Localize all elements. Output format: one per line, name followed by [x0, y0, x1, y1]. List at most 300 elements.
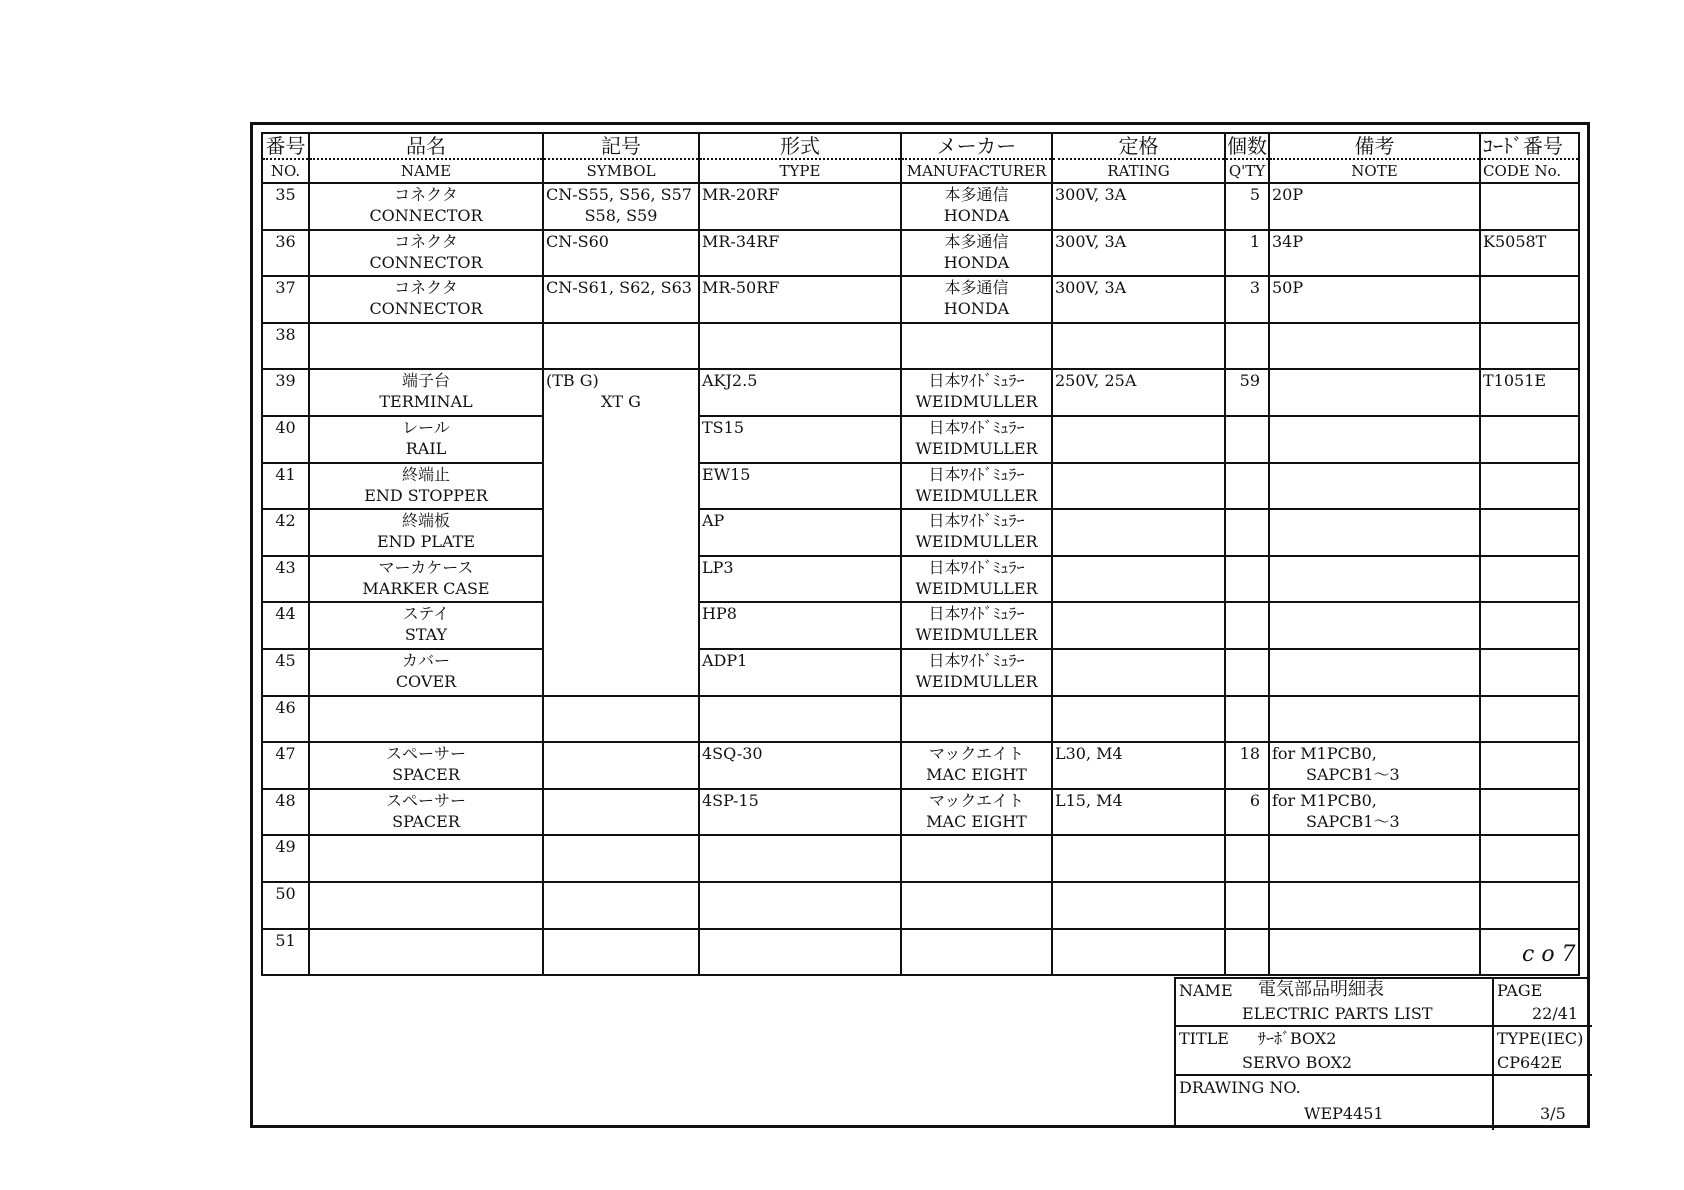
rating-cell [1052, 929, 1225, 976]
manufacturer-jp: 本多通信 [944, 185, 1009, 204]
note-cell [1269, 742, 1480, 789]
type-cell [699, 230, 901, 277]
code-cell [1480, 649, 1579, 696]
no-cell [262, 882, 309, 929]
header-code-jp: ｺｰﾄﾞ番号 [1481, 134, 1578, 160]
handwritten-mark: c o 7 [1522, 942, 1576, 967]
part-type: 4SP-15 [702, 790, 759, 810]
no-cell [262, 323, 309, 370]
code-cell [1480, 742, 1579, 789]
table-row [262, 929, 1579, 976]
no-cell [262, 183, 309, 230]
part-name-en: CONNECTOR [369, 299, 483, 319]
table-row [262, 602, 1579, 649]
qty-cell [1225, 463, 1269, 510]
type-cell [1494, 1027, 1592, 1076]
row-number: 40 [275, 417, 296, 437]
manufacturer-cell [901, 276, 1052, 323]
rating-cell [1052, 323, 1225, 370]
manufacturer-jp: マックエイト [928, 790, 1025, 810]
type-cell [699, 696, 901, 743]
table-row [262, 276, 1579, 323]
symbol-cell [543, 416, 699, 463]
symbol-cell [543, 882, 699, 929]
table-row [262, 556, 1579, 603]
manufacturer-cell [901, 649, 1052, 696]
manufacturer-cell [901, 696, 1052, 743]
note-line-1: 20P [1272, 185, 1304, 204]
table-row [262, 649, 1579, 696]
header-manufacturer-en: MANUFACTURER [906, 162, 1047, 180]
part-name-jp: スペーサー [385, 790, 466, 810]
part-name-en: END STOPPER [364, 485, 488, 505]
manufacturer-cell [901, 183, 1052, 230]
header-no-en: NO. [270, 162, 301, 180]
type-cell [699, 929, 901, 976]
header-rating-en: RATING [1107, 162, 1170, 180]
name-cell [309, 183, 543, 230]
name-cell [309, 789, 543, 836]
name-cell [309, 230, 543, 277]
part-name-en: RAIL [405, 438, 447, 458]
type-cell [699, 463, 901, 510]
part-name-en: MARKER CASE [362, 578, 490, 598]
quantity: 59 [1239, 371, 1260, 391]
header-rating [1052, 133, 1225, 183]
symbol-cell [543, 789, 699, 836]
no-cell [262, 509, 309, 556]
rating-cell [1052, 230, 1225, 277]
no-cell [262, 463, 309, 510]
rating: 300V, 3A [1055, 185, 1127, 204]
no-cell [262, 696, 309, 743]
part-name-jp: 端子台 [401, 371, 450, 391]
manufacturer-cell [901, 789, 1052, 836]
rating: L15, M4 [1055, 790, 1123, 810]
header-rating-jp: 定格 [1053, 134, 1224, 160]
manufacturer-jp: 日本ﾜｲﾄﾞﾐｭﾗｰ [928, 604, 1025, 624]
name-cell [309, 276, 543, 323]
code-cell [1480, 509, 1579, 556]
part-name-en: TERMINAL [379, 392, 473, 412]
manufacturer-jp: 本多通信 [944, 231, 1009, 251]
rating-cell [1052, 556, 1225, 603]
name-cell [309, 323, 543, 370]
manufacturer-jp: 日本ﾜｲﾄﾞﾐｭﾗｰ [928, 511, 1025, 531]
title-jp: ｻｰﾎﾞBOX2 [1258, 1029, 1337, 1048]
rating-cell [1052, 183, 1225, 230]
note-cell [1269, 463, 1480, 510]
row-number: 43 [275, 557, 296, 577]
symbol-line-1: CN-S61, S62, S63 [546, 278, 692, 298]
part-name-en: SPACER [392, 811, 460, 831]
header-row [262, 133, 1579, 183]
header-symbol [543, 133, 699, 183]
rating-cell [1052, 789, 1225, 836]
type-cell [699, 789, 901, 836]
manufacturer-jp: 日本ﾜｲﾄﾞﾐｭﾗｰ [928, 417, 1025, 437]
table-row [262, 835, 1579, 882]
note-cell [1269, 602, 1480, 649]
header-code [1480, 133, 1579, 183]
type-cell [699, 369, 901, 416]
name-cell [309, 369, 543, 416]
header-note [1269, 133, 1480, 183]
header-symbol-jp: 記号 [544, 134, 698, 160]
name-cell [309, 416, 543, 463]
code-number: T1051E [1483, 371, 1547, 391]
rating-cell [1052, 649, 1225, 696]
table-row [262, 882, 1579, 929]
part-name-jp: マーカケース [378, 557, 474, 577]
header-qty-en: Q'TY [1228, 162, 1266, 180]
symbol-cell [543, 323, 699, 370]
qty-cell [1225, 276, 1269, 323]
row-number: 38 [275, 324, 296, 344]
code-cell [1480, 882, 1579, 929]
type-label: TYPE(IEC) [1497, 1029, 1584, 1048]
part-name-jp: 終端板 [401, 511, 450, 531]
name-cell [309, 602, 543, 649]
manufacturer-cell [901, 602, 1052, 649]
quantity: 6 [1249, 790, 1260, 810]
note-cell [1269, 276, 1480, 323]
name-cell [1176, 979, 1494, 1027]
symbol-cell [543, 369, 699, 416]
rating-cell [1052, 509, 1225, 556]
symbol-cell [543, 230, 699, 277]
manufacturer-en: WEIDMULLER [915, 485, 1038, 505]
manufacturer-en: MAC EIGHT [926, 765, 1027, 785]
note-line-1: for M1PCB0, [1272, 790, 1377, 810]
header-manufacturer-jp: メーカー [902, 134, 1051, 160]
row-number: 44 [275, 604, 296, 624]
table-row [262, 696, 1579, 743]
table-row [262, 230, 1579, 277]
no-cell [262, 929, 309, 976]
name-cell [309, 696, 543, 743]
quantity: 3 [1249, 278, 1260, 298]
type-cell [699, 742, 901, 789]
manufacturer-jp: 日本ﾜｲﾄﾞﾐｭﾗｰ [928, 371, 1025, 391]
no-cell [262, 742, 309, 789]
row-number: 49 [275, 837, 296, 857]
part-type: TS15 [702, 417, 744, 437]
header-no [262, 133, 309, 183]
part-name-jp: ステイ [402, 604, 450, 624]
note-cell [1269, 509, 1480, 556]
qty-cell [1225, 230, 1269, 277]
manufacturer-en: HONDA [943, 299, 1010, 319]
header-type-jp: 形式 [700, 134, 900, 160]
manufacturer-jp: 日本ﾜｲﾄﾞﾐｭﾗｰ [928, 650, 1025, 670]
symbol-cell [543, 742, 699, 789]
qty-cell [1225, 882, 1269, 929]
qty-cell [1225, 323, 1269, 370]
manufacturer-en: HONDA [943, 206, 1010, 225]
header-manufacturer [901, 133, 1052, 183]
header-name-en: NAME [400, 162, 452, 180]
qty-cell [1225, 649, 1269, 696]
manufacturer-cell [901, 369, 1052, 416]
type-cell [699, 323, 901, 370]
no-cell [262, 276, 309, 323]
manufacturer-cell [901, 742, 1052, 789]
type-cell [699, 602, 901, 649]
manufacturer-en: HONDA [943, 252, 1010, 272]
manufacturer-jp: マックエイト [928, 744, 1025, 764]
manufacturer-cell [901, 929, 1052, 976]
header-qty-jp: 個数 [1227, 134, 1267, 158]
rating-cell [1052, 742, 1225, 789]
code-cell [1480, 835, 1579, 882]
part-name-en: STAY [404, 625, 448, 645]
row-number: 45 [275, 650, 296, 670]
type-cell [699, 882, 901, 929]
part-type: MR-50RF [702, 278, 780, 298]
table-row [262, 416, 1579, 463]
part-type: LP3 [702, 557, 734, 577]
name-cell [309, 509, 543, 556]
note-line-2: SAPCB1～3 [1306, 765, 1400, 785]
header-note-en: NOTE [1351, 162, 1398, 180]
manufacturer-en: MAC EIGHT [926, 811, 1027, 831]
note-cell [1269, 929, 1480, 976]
qty-cell [1225, 183, 1269, 230]
symbol-cell [543, 463, 699, 510]
row-number: 36 [275, 231, 296, 251]
note-cell [1269, 183, 1480, 230]
part-type: ADP1 [702, 650, 748, 670]
type-cell [699, 416, 901, 463]
title-label: TITLE [1179, 1029, 1229, 1048]
quantity: 18 [1239, 744, 1260, 764]
rating-cell [1052, 835, 1225, 882]
no-cell [262, 602, 309, 649]
header-note-jp: 備考 [1270, 134, 1479, 160]
code-cell [1480, 696, 1579, 743]
part-type: AKJ2.5 [702, 371, 758, 391]
title-en: SERVO BOX2 [1242, 1053, 1353, 1072]
qty-cell [1225, 556, 1269, 603]
row-number: 46 [275, 697, 296, 717]
code-cell [1480, 602, 1579, 649]
qty-cell [1225, 835, 1269, 882]
no-cell [262, 649, 309, 696]
manufacturer-en: WEIDMULLER [915, 578, 1038, 598]
manufacturer-cell [901, 509, 1052, 556]
code-cell [1480, 416, 1579, 463]
table-row [262, 369, 1579, 416]
manufacturer-cell [901, 230, 1052, 277]
note-cell [1269, 835, 1480, 882]
part-name-jp: コネクタ [394, 185, 458, 204]
row-number: 37 [275, 278, 296, 298]
quantity: 5 [1249, 185, 1260, 204]
symbol-line-1: (TB G) [546, 371, 599, 391]
rating-cell [1052, 602, 1225, 649]
type-cell [699, 835, 901, 882]
page-value: 22/41 [1532, 1004, 1579, 1023]
note-cell [1269, 882, 1480, 929]
qty-cell [1225, 696, 1269, 743]
row-number: 47 [275, 744, 296, 764]
rating-cell [1052, 276, 1225, 323]
symbol-cell [543, 183, 699, 230]
symbol-cell [543, 509, 699, 556]
table-row [262, 789, 1579, 836]
code-cell [1480, 789, 1579, 836]
table-row [262, 742, 1579, 789]
part-type: 4SQ-30 [702, 744, 763, 764]
type-cell [699, 649, 901, 696]
rating-cell [1052, 416, 1225, 463]
part-name-jp: スペーサー [385, 744, 466, 764]
symbol-cell [543, 835, 699, 882]
name-cell [309, 649, 543, 696]
code-cell [1480, 369, 1579, 416]
note-cell [1269, 789, 1480, 836]
type-cell [699, 556, 901, 603]
part-name-jp: レール [402, 417, 450, 437]
name-cell [309, 929, 543, 976]
symbol-cell [543, 602, 699, 649]
no-cell [262, 369, 309, 416]
qty-cell [1225, 509, 1269, 556]
symbol-line-1: CN-S60 [546, 231, 609, 251]
row-number: 51 [275, 930, 296, 950]
row-number: 42 [275, 511, 296, 531]
qty-cell [1225, 742, 1269, 789]
manufacturer-jp: 日本ﾜｲﾄﾞﾐｭﾗｰ [928, 464, 1025, 484]
rating: L30, M4 [1055, 744, 1123, 764]
header-name [309, 133, 543, 183]
name-cell [309, 742, 543, 789]
part-name-en: SPACER [392, 765, 460, 785]
row-number: 35 [275, 185, 296, 204]
parts-table [261, 132, 1580, 976]
note-line-2: SAPCB1～3 [1306, 811, 1400, 831]
manufacturer-cell [901, 835, 1052, 882]
manufacturer-cell [901, 463, 1052, 510]
code-number: K5058T [1483, 231, 1547, 251]
manufacturer-jp: 本多通信 [944, 278, 1009, 298]
symbol-cell [543, 556, 699, 603]
part-type: HP8 [702, 604, 737, 624]
table-row [262, 509, 1579, 556]
part-type: MR-20RF [702, 185, 780, 204]
row-number: 48 [275, 790, 296, 810]
table-row [262, 183, 1579, 230]
note-line-1: for M1PCB0, [1272, 744, 1377, 764]
part-name-en: CONNECTOR [369, 206, 483, 225]
part-name-jp: コネクタ [394, 231, 458, 251]
note-cell [1269, 696, 1480, 743]
type-cell [699, 509, 901, 556]
note-cell [1269, 230, 1480, 277]
code-cell [1480, 183, 1579, 230]
name-cell [309, 463, 543, 510]
note-cell [1269, 323, 1480, 370]
title-block [1174, 977, 1590, 1128]
part-name-jp: コネクタ [394, 278, 458, 298]
code-cell [1480, 556, 1579, 603]
part-name-en: COVER [395, 671, 457, 691]
name-en: ELECTRIC PARTS LIST [1242, 1004, 1433, 1023]
type-value: CP642E [1497, 1053, 1563, 1072]
manufacturer-en: WEIDMULLER [915, 438, 1038, 458]
table-row [262, 323, 1579, 370]
note-cell [1269, 369, 1480, 416]
manufacturer-cell [901, 323, 1052, 370]
note-cell [1269, 556, 1480, 603]
part-name-en: END PLATE [376, 532, 475, 552]
qty-cell [1225, 789, 1269, 836]
sheet-cell [1494, 1076, 1592, 1130]
manufacturer-cell [901, 882, 1052, 929]
sheet-value: 3/5 [1540, 1104, 1566, 1123]
part-name-jp: 終端止 [401, 464, 450, 484]
symbol-line-1: CN-S55, S56, S57 [546, 185, 692, 204]
header-type-en: TYPE [779, 162, 821, 180]
code-cell [1480, 463, 1579, 510]
rating: 300V, 3A [1055, 231, 1127, 251]
header-type [699, 133, 901, 183]
part-name-jp: カバー [401, 650, 450, 670]
header-symbol-en: SYMBOL [586, 162, 656, 180]
code-cell [1480, 276, 1579, 323]
qty-cell [1225, 602, 1269, 649]
header-qty [1225, 133, 1269, 183]
row-number: 50 [275, 883, 296, 903]
rating-cell [1052, 882, 1225, 929]
part-name-en: CONNECTOR [369, 252, 483, 272]
drawing-cell [1176, 1076, 1494, 1130]
manufacturer-en: WEIDMULLER [915, 671, 1038, 691]
qty-cell [1225, 369, 1269, 416]
header-name-jp: 品名 [310, 134, 542, 160]
table-row [262, 463, 1579, 510]
code-cell [1480, 323, 1579, 370]
manufacturer-cell [901, 416, 1052, 463]
rating: 250V, 25A [1055, 371, 1137, 391]
note-line-1: 50P [1272, 278, 1304, 298]
symbol-line-2: S58, S59 [584, 206, 658, 225]
drawing-no: WEP4451 [1304, 1104, 1384, 1123]
parts-body [262, 183, 1579, 975]
manufacturer-en: WEIDMULLER [915, 625, 1038, 645]
symbol-cell [543, 649, 699, 696]
header-no-jp: 番号 [263, 134, 308, 160]
no-cell [262, 556, 309, 603]
part-type: EW15 [702, 464, 751, 484]
symbol-cell [543, 276, 699, 323]
type-cell [699, 276, 901, 323]
drawing-label: DRAWING NO. [1179, 1078, 1301, 1097]
part-type: MR-34RF [702, 231, 780, 251]
page-label: PAGE [1497, 981, 1543, 1000]
type-cell [699, 183, 901, 230]
row-number: 41 [275, 464, 296, 484]
part-type: AP [702, 511, 725, 531]
manufacturer-cell [901, 556, 1052, 603]
symbol-line-2: XT G [601, 392, 641, 412]
no-cell [262, 416, 309, 463]
code-cell [1480, 230, 1579, 277]
symbol-cell [543, 929, 699, 976]
qty-cell [1225, 929, 1269, 976]
no-cell [262, 789, 309, 836]
